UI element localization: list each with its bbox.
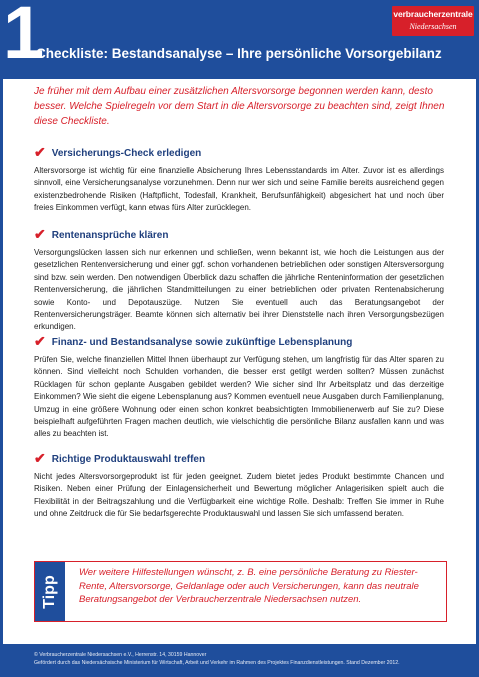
checkmark-icon: ✔ <box>34 144 46 160</box>
section-text-produktauswahl: Nicht jedes Altersvorsorgeprodukt ist für jeden geeignet. Zudem bietet jedes Produkt bestimmte Chancen und Risiken. Neben einer Prüfung der Einlagensicherheit und Bewertung möglicher Anlagerisiken spielt auch die Flexibilität in der Beitragszahlung und die Verfügbarkeit eine wichtige Rolle. Deshalb: Treffen Sie immer in Ruhe und ohne Zeitdruck die für Sie bedarfsgerechte Produktauswahl und lassen Sie sich umfassend beraten. <box>34 472 444 519</box>
tip-label: Tipp <box>41 574 58 609</box>
section-heading-text: Finanz- und Bestandsanalyse sowie zukünftige Lebensplanung <box>51 337 353 348</box>
section-text-finanzanalyse: Prüfen Sie, welche finanziellen Mittel Ihnen überhaupt zur Verfügung stehen, um langfristig für das Alter sparen zu können. Sind vielleicht noch Schulden vorhanden, die besser erst getilgt werden sollten? Müssen zunächst Rücklagen für schon geplante Ausgaben gebildet werden? Wie sicher sind Ihr Arbeitsplatz und das derzeitige Einkommen? Wie sieht die eigene Lebensplanung aus? Kommen eventuell neue Ausgaben durch Familienplanung, Umzug in eine größere Wohnung oder einen schon konkret beabsichtigten Immobilienerwerb auf Sie zu? Diese beispielhaft aufgeführten Fragen machen deutlich, wie vielschichtig die persönliche Bilanz ausfallen kann und was alles zu beachten ist. <box>34 355 444 439</box>
checklist-number: 1 <box>3 0 45 74</box>
section-heading-versicherungs-check <box>34 144 201 161</box>
page-title: Checkliste: Bestandsanalyse – Ihre persönliche Vorsorgebilanz <box>36 46 442 61</box>
logo-region: Niedersachsen <box>409 22 457 31</box>
section-heading-text: Versicherungs-Check erledigen <box>51 148 202 159</box>
footer-copyright: © Verbraucherzentrale Niedersachsen e.V., Herrenstr. 14, 30159 Hannover <box>34 652 207 658</box>
section-heading-text: Richtige Produktauswahl treffen <box>51 454 206 465</box>
footer-funding-note: Gefördert durch das Niedersächsische Ministerium für Wirtschaft, Arbeit und Verkehr im Rahmen des Projektes Finanzdienstleistungen. Stand Dezember 2012. <box>34 660 400 666</box>
section-heading-finanzanalyse <box>34 333 352 350</box>
section-heading-produktauswahl <box>34 450 205 467</box>
logo-wordmark: verbraucherzentrale <box>393 9 473 19</box>
page-footer <box>0 644 479 677</box>
tip-label-bar <box>35 562 65 621</box>
section-heading-text: Rentenansprüche klären <box>51 230 169 241</box>
checkmark-icon: ✔ <box>34 333 46 349</box>
section-text-versicherungs-check: Altersvorsorge ist wichtig für eine finanzielle Absicherung Ihres Lebensstandards im Alter. Zuvor ist es allerdings sinnvoll, eine Versicherungsanalyse vorzunehmen. Denn nur wer sich und seine Familie bereits ausreichend gegen existenzbedrohende Risiken (Haftpflicht, Todesfall, Krankheit, Berufsunfähigkeit) abgesichert hat und noch über freies Einkommen verfügt, kann etwas fürs Alter zurücklegen. <box>34 166 444 213</box>
checkmark-icon: ✔ <box>34 450 46 466</box>
brand-logo <box>392 6 474 36</box>
section-heading-rentenansprueche <box>34 226 168 243</box>
section-text-rentenansprueche: Versorgungslücken lassen sich nur erkennen und schließen, wenn bekannt ist, wie hoch die Leistungen aus der gesetzlichen Rentenversicherung und einer ggf. schon vorhandenen betrieblichen oder sonstigen Altersversorgung sind bzw. sein werden. Den notwendigen Überblick dazu schaffen die jährliche Renteninformation der gesetzlichen Rentenversicherung, die jährlichen Standmitteilungen zu einer betrieblichen oder privaten Rentenabsicherung sowie Konto- und Depotauszüge. Nutzen Sie eventuell auch das Beratungsangebot der Rentenversicherungsträger. Beamte können sich alternativ bei ihrer Dienststelle nach ihren Versorgungsbezügen erkundigen. <box>34 248 444 332</box>
tip-text: Wer weitere Hilfestellungen wünscht, z. B. eine persönliche Beratung zu Riester-Rente, Altersvorsorge, Geldanlage oder auch Versicherungen, kann das neutrale Beratungsangebot der Verbraucherzentrale Niedersachsen nutzen. <box>79 567 419 605</box>
intro-text: Je früher mit dem Aufbau einer zusätzlichen Altersvorsorge begonnen werden kann, desto besser. Welche Spielregeln vor dem Start in die Altersvorsorge zu beachten sind, zeigt Ihnen diese Checkliste. <box>34 86 445 127</box>
page-header <box>0 0 479 79</box>
checkmark-icon: ✔ <box>34 226 46 242</box>
tip-box <box>34 561 447 622</box>
